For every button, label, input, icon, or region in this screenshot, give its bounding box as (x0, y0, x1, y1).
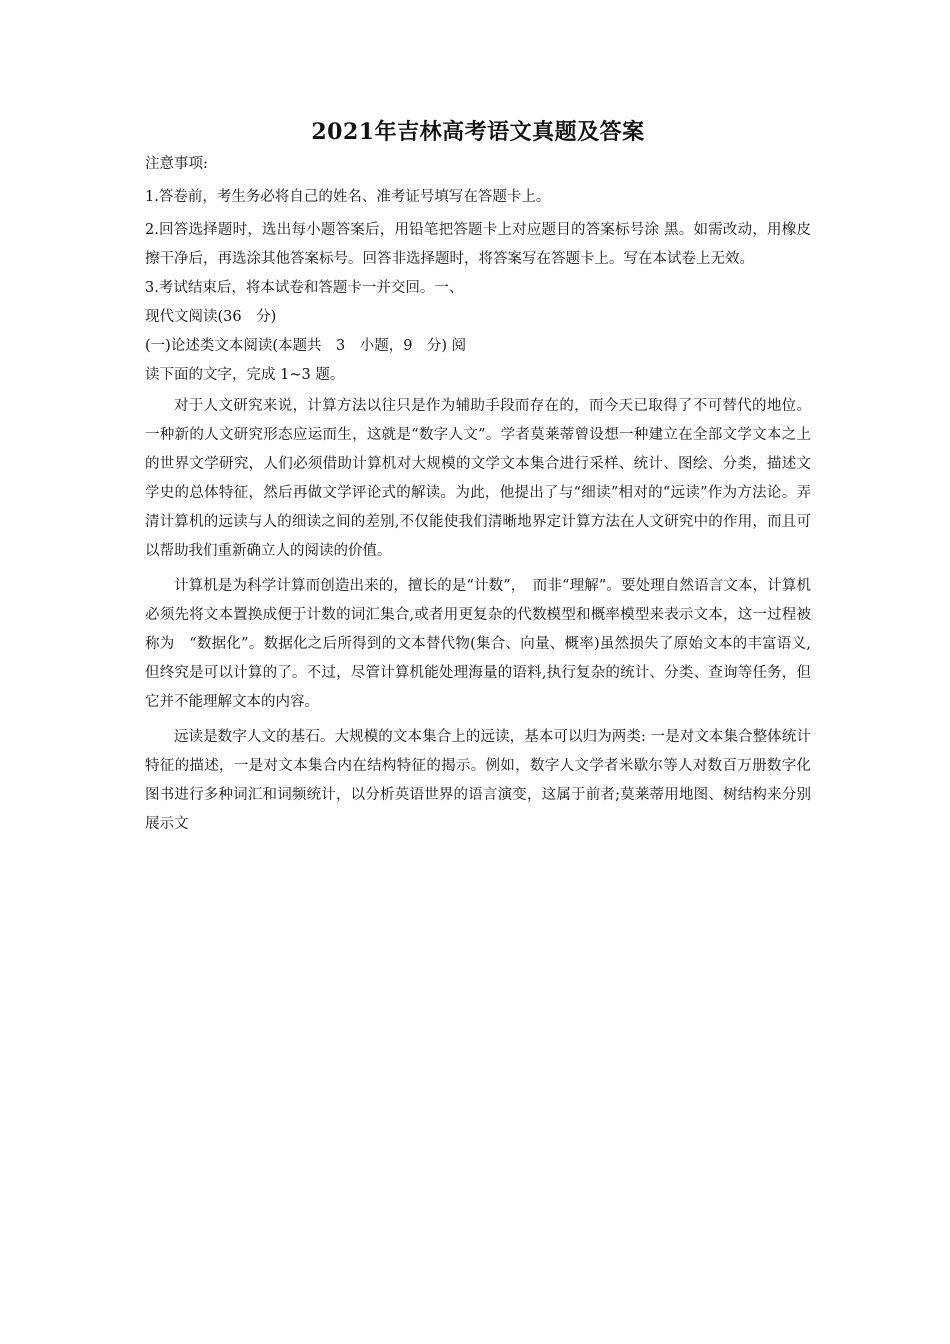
document-title: 2021年吉林高考语文真题及答案 (311, 119, 645, 145)
subsection-heading: (一)论述类文本阅读(本题共 3 小题，9 分) 阅 (145, 338, 467, 354)
notice-item-3: 3.考试结束后，将本试卷和答题卡一并交回。一、 (145, 280, 464, 296)
document-page (145, 114, 811, 839)
section-heading: 现代文阅读(36 分) (145, 309, 277, 325)
passage-paragraph-3: 远读是数字人文的基石。大规模的文本集合上的远读，基本可以归为两类: 一是对文本集合整体统计特征的描述，一是对文本集合内在结构特征的揭示。例如，数字人文学者米歇尔等人对数百万册数字化图书进行多种词汇和词频统计，以分析英语世界的语言演变，这属于前者;莫莱蒂用地图、树结构来分别展示文 (145, 729, 811, 832)
notice-item-1: 1.答卷前，考生务必将自己的姓名、准考证号填写在答题卡上。 (145, 189, 551, 205)
passage-paragraph-2: 计算机是为科学计算而创造出来的，擅长的是“计数”， 而非“理解”。要处理自然语言文本，计算机必须先将文本置换成便于计数的词汇集合,或者用更复杂的代数模型和概率模型来表示文本，这一过程被称为 “数据化”。数据化之后所得到的文本替代物(集合、向量、概率)虽然损失了原始文本的丰富语义,但终究是可以计算的了。不过，尽管计算机能处理海量的语料,执行复杂的统计、分类、查询等任务，但它并不能理解文本的内容。 (145, 578, 811, 710)
reading-instruction: 读下面的文字，完成 1~3 题。 (145, 367, 345, 383)
passage-paragraph-1: 对于人文研究来说，计算方法以往只是作为辅助手段而存在的，而今天已取得了不可替代的地位。一种新的人文研究形态应运而生，这就是“数字人文”。学者莫莱蒂曾设想一种建立在全部文学文本之上的世界文学研究，人们必须借助计算机对大规模的文学文本集合进行采样、统计、图绘、分类，描述文学史的总体特征，然后再做文学评论式的解读。为此，他提出了与“细读”相对的“远读”作为方法论。弄清计算机的远读与人的细读之间的差别,不仅能使我们清晰地界定计算方法在人文研究中的作用，而且可以帮助我们重新确立人的阅读的价值。 (145, 398, 811, 559)
notice-heading: 注意事项: (145, 156, 208, 172)
notice-item-2: 2.回答选择题时，选出每小题答案后，用铅笔把答题卡上对应题目的答案标号涂 黑。如需改动，用橡皮擦干净后，再选涂其他答案标号。回答非选择题时，将答案写在答题卡上。写在本试卷上无效。 (145, 222, 811, 267)
